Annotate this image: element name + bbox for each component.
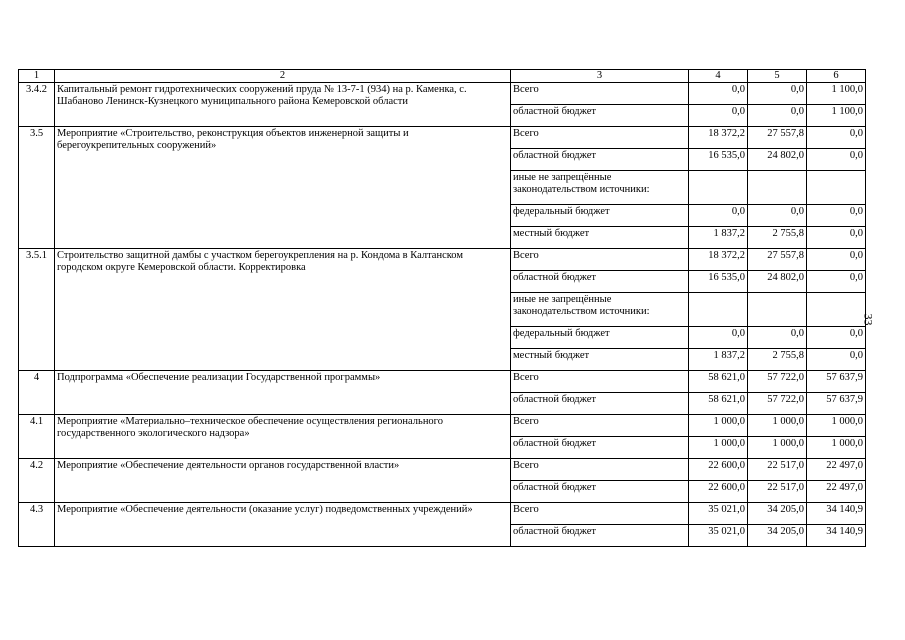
funding-source: местный бюджет: [511, 349, 689, 371]
item-title: Капитальный ремонт гидротехнических сооружений пруда № 13-7-1 (934) на р. Каменка, с. Шабаново Ленинск-Кузнецкого муниципального района Кемеровской области: [55, 83, 511, 127]
value-col-4: 16 535,0: [689, 271, 748, 293]
item-number: 3.4.2: [19, 83, 55, 127]
table-row: [19, 459, 866, 481]
value-col-4: 0,0: [689, 327, 748, 349]
funding-source: местный бюджет: [511, 227, 689, 249]
item-title: Мероприятие «Обеспечение деятельности органов государственной власти»: [55, 459, 511, 503]
value-col-6: 57 637,9: [807, 371, 866, 393]
table-row: [19, 415, 866, 437]
value-col-5: 1 000,0: [748, 415, 807, 437]
header-cell-6: 6: [807, 70, 866, 83]
value-col-4: 35 021,0: [689, 503, 748, 525]
value-col-6: 0,0: [807, 127, 866, 149]
funding-source: областной бюджет: [511, 149, 689, 171]
value-col-5: 0,0: [748, 83, 807, 105]
value-col-6: 34 140,9: [807, 525, 866, 547]
funding-source: Всего: [511, 371, 689, 393]
funding-source: федеральный бюджет: [511, 327, 689, 349]
value-col-6: 0,0: [807, 327, 866, 349]
page-number: 33: [861, 313, 876, 326]
value-col-4: 0,0: [689, 205, 748, 227]
value-col-5: [748, 171, 807, 205]
value-col-5: 22 517,0: [748, 481, 807, 503]
value-col-6: 1 100,0: [807, 105, 866, 127]
header-cell-1: 1: [19, 70, 55, 83]
value-col-5: 0,0: [748, 105, 807, 127]
item-number: 4.2: [19, 459, 55, 503]
item-number: 3.5.1: [19, 249, 55, 371]
value-col-4: 1 837,2: [689, 227, 748, 249]
value-col-4: 18 372,2: [689, 249, 748, 271]
value-col-4: 58 621,0: [689, 393, 748, 415]
item-title: Мероприятие «Строительство, реконструкция объектов инженерной защиты и берегоукрепительных сооружений»: [55, 127, 511, 249]
value-col-4: 35 021,0: [689, 525, 748, 547]
value-col-4: [689, 171, 748, 205]
funding-source: областной бюджет: [511, 105, 689, 127]
header-row: [19, 70, 866, 83]
value-col-5: 27 557,8: [748, 127, 807, 149]
funding-source: Всего: [511, 249, 689, 271]
header-cell-2: 2: [55, 70, 511, 83]
header-cell-4: 4: [689, 70, 748, 83]
value-col-4: 1 000,0: [689, 415, 748, 437]
value-col-5: 0,0: [748, 205, 807, 227]
header-cell-3: 3: [511, 70, 689, 83]
funding-source: Всего: [511, 83, 689, 105]
item-title: Подпрограмма «Обеспечение реализации Государственной программы»: [55, 371, 511, 415]
value-col-5: 34 205,0: [748, 525, 807, 547]
funding-source: Всего: [511, 459, 689, 481]
table-row: [19, 83, 866, 105]
value-col-6: [807, 293, 866, 327]
value-col-6: 0,0: [807, 249, 866, 271]
value-col-5: 2 755,8: [748, 349, 807, 371]
value-col-6: 22 497,0: [807, 481, 866, 503]
funding-source: Всего: [511, 503, 689, 525]
funding-source: иные не запрещённые законодательством источники:: [511, 171, 689, 205]
value-col-5: 34 205,0: [748, 503, 807, 525]
funding-source: областной бюджет: [511, 481, 689, 503]
item-title: Мероприятие «Материально–техническое обеспечение осуществления регионального государственного экологического надзора»: [55, 415, 511, 459]
table-row: [19, 249, 866, 271]
funding-source: Всего: [511, 415, 689, 437]
value-col-5: 57 722,0: [748, 393, 807, 415]
value-col-4: 0,0: [689, 83, 748, 105]
value-col-4: [689, 293, 748, 327]
value-col-6: 0,0: [807, 149, 866, 171]
item-number: 4: [19, 371, 55, 415]
item-title: Строительство защитной дамбы с участком берегоукрепления на р. Кондома в Калтанском городском округе Кемеровской области. Корректировка: [55, 249, 511, 371]
value-col-6: 0,0: [807, 271, 866, 293]
value-col-4: 22 600,0: [689, 459, 748, 481]
budget-table: [18, 69, 866, 547]
funding-source: областной бюджет: [511, 437, 689, 459]
value-col-6: 57 637,9: [807, 393, 866, 415]
value-col-5: 27 557,8: [748, 249, 807, 271]
value-col-6: 1 100,0: [807, 83, 866, 105]
value-col-4: 1 000,0: [689, 437, 748, 459]
value-col-5: 1 000,0: [748, 437, 807, 459]
table-body: [19, 70, 866, 547]
table-row: [19, 503, 866, 525]
table-row: [19, 127, 866, 149]
value-col-4: 0,0: [689, 105, 748, 127]
value-col-6: 0,0: [807, 227, 866, 249]
header-cell-5: 5: [748, 70, 807, 83]
funding-source: областной бюджет: [511, 525, 689, 547]
value-col-4: 1 837,2: [689, 349, 748, 371]
value-col-6: 34 140,9: [807, 503, 866, 525]
item-number: 4.1: [19, 415, 55, 459]
value-col-6: 1 000,0: [807, 437, 866, 459]
value-col-5: 24 802,0: [748, 149, 807, 171]
value-col-5: 22 517,0: [748, 459, 807, 481]
value-col-4: 16 535,0: [689, 149, 748, 171]
table-row: [19, 371, 866, 393]
value-col-5: [748, 293, 807, 327]
item-title: Мероприятие «Обеспечение деятельности (оказание услуг) подведомственных учреждений»: [55, 503, 511, 547]
value-col-4: 58 621,0: [689, 371, 748, 393]
item-number: 3.5: [19, 127, 55, 249]
funding-source: Всего: [511, 127, 689, 149]
funding-source: иные не запрещённые законодательством источники:: [511, 293, 689, 327]
value-col-6: 1 000,0: [807, 415, 866, 437]
value-col-5: 24 802,0: [748, 271, 807, 293]
funding-source: областной бюджет: [511, 271, 689, 293]
value-col-4: 18 372,2: [689, 127, 748, 149]
value-col-4: 22 600,0: [689, 481, 748, 503]
funding-source: областной бюджет: [511, 393, 689, 415]
funding-source: федеральный бюджет: [511, 205, 689, 227]
value-col-6: 0,0: [807, 205, 866, 227]
value-col-6: 22 497,0: [807, 459, 866, 481]
value-col-5: 0,0: [748, 327, 807, 349]
value-col-5: 2 755,8: [748, 227, 807, 249]
item-number: 4.3: [19, 503, 55, 547]
value-col-6: [807, 171, 866, 205]
value-col-5: 57 722,0: [748, 371, 807, 393]
value-col-6: 0,0: [807, 349, 866, 371]
